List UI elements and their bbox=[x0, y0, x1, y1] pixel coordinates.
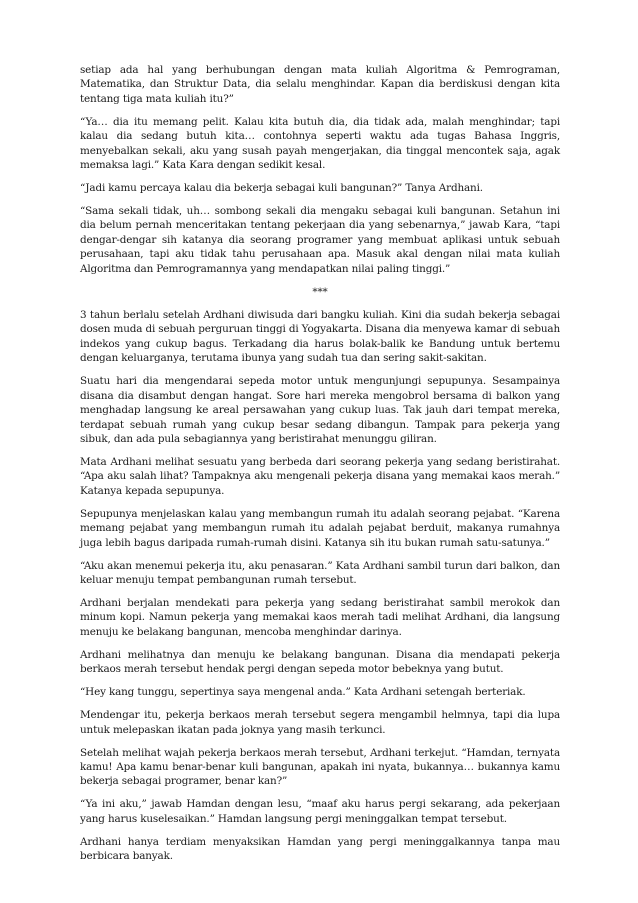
paragraph: Mata Ardhani melihat sesuatu yang berbeda dari seorang pekerja yang sedang beristirahat. “Apa aku salah lihat? Tampaknya aku mengenali pekerja disana yang memakai kaos merah.” Katanya kepada sepupunya. bbox=[80, 455, 560, 497]
paragraph: “Jadi kamu percaya kalau dia bekerja sebagai kuli bangunan?” Tanya Ardhani. bbox=[80, 182, 483, 195]
paragraph: “Ya ini aku,” jawab Hamdan dengan lesu, “maaf aku harus pergi sekarang, ada pekerjaan yang harus kuselesaikan.” Hamdan langsung pergi meninggalkan tempat tersebut. bbox=[80, 798, 560, 825]
paragraph: Mendengar itu, pekerja berkaos merah tersebut segera mengambil helmnya, tapi dia lupa untuk melepaskan ikatan pada joknya yang masih terkunci. bbox=[80, 709, 560, 736]
paragraph: Setelah melihat wajah pekerja berkaos merah tersebut, Ardhani terkejut. “Hamdan, ternyata kamu! Apa kamu benar-benar kuli bangunan, apakah ini nyata, bukannya… bukannya kamu bekerja sebagai programer, benar kan?” bbox=[80, 746, 560, 788]
section-separator: *** bbox=[312, 285, 328, 298]
paragraph: “Hey kang tunggu, sepertinya saya mengenal anda.” Kata Ardhani setengah berteriak. bbox=[80, 686, 526, 699]
paragraph: Ardhani berjalan mendekati para pekerja yang sedang beristirahat sambil merokok dan minum kopi. Namun pekerja yang memakai kaos merah tadi melihat Ardhani, dia langsung menuju ke belakang bangunan, mencoba menghindar darinya. bbox=[80, 596, 560, 638]
paragraph: “Aku akan menemui pekerja itu, aku penasaran.” Kata Ardhani sambil turun dari balkon, dan keluar menuju tempat pembangunan rumah tersebut. bbox=[80, 559, 560, 586]
paragraph: “Sama sekali tidak, uh… sombong sekali dia mengaku sebagai kuli bangunan. Setahun ini dia belum pernah menceritakan tentang pekerjaan dia yang sebenarnya,” jawab Kara, “tapi dengar-dengar sih katanya dia seorang programer yang membuat aplikasi untuk sebuah perusahaan, tapi aku tidak tahu perusahaan apa. Masuk akal dengan nilai mata kuliah Algoritma dan Pemrogramannya yang mendapatkan nilai paling tinggi.” bbox=[80, 205, 560, 275]
paragraph: “Ya… dia itu memang pelit. Kalau kita butuh dia, dia tidak ada, malah menghindar; tapi kalau dia sedang butuh kita… contohnya seperti waktu ada tugas Bahasa Inggris, menyebalkan sekali, aku yang susah payah mengerjakan, dia tinggal mencontek saja, agak memaksa lagi.” Kata Kara dengan sedikit kesal. bbox=[80, 115, 560, 172]
paragraph: setiap ada hal yang berhubungan dengan mata kuliah Algoritma & Pemrograman, Matematika, dan Struktur Data, dia selalu menghindar. Kapan dia berdiskusi dengan kita tentang tiga mata kuliah itu?” bbox=[80, 64, 560, 105]
paragraph: 3 tahun berlalu setelah Ardhani diwisuda dari bangku kuliah. Kini dia sudah bekerja sebagai dosen muda di sebuah perguruan tinggi di Yogyakarta. Disana dia menyewa kamar di sebuah indekos yang cukup bagus. Terkadang dia harus bolak-balik ke Bandung untuk bertemu dengan keluarganya, terutama ibunya yang sudah tua dan sering sakit-sakitan. bbox=[80, 309, 560, 365]
paragraph: Ardhani hanya terdiam menyaksikan Hamdan yang pergi meninggalkannya tanpa mau berbicara banyak. bbox=[80, 835, 560, 863]
paragraph: Sepupunya menjelaskan kalau yang membangun rumah itu adalah seorang pejabat. “Karena memang pejabat yang membangun rumah itu adalah pejabat berduit, makanya rumahnya juga lebih bagus daripada rumah-rumah disini. Katanya sih itu bukan rumah satu-satunya.” bbox=[80, 507, 560, 549]
paragraph: Suatu hari dia mengendarai sepeda motor untuk mengunjungi sepupunya. Sesampainya disana dia disambut dengan hangat. Sore hari mereka mengobrol bersama di balkon yang menghadap langsung ke areal persawahan yang cukup luas. Tak jauh dari tempat mereka, terdapat sebuah rumah yang cukup besar sedang dibangun. Tampak para pekerja yang sibuk, dan ada pula sebagiannya yang beristirahat menunggu giliran. bbox=[80, 375, 560, 445]
paragraph: Ardhani melihatnya dan menuju ke belakang bangunan. Disana dia mendapati pekerja berkaos merah tersebut hendak pergi dengan sepeda motor bebeknya yang butut. bbox=[80, 648, 560, 676]
